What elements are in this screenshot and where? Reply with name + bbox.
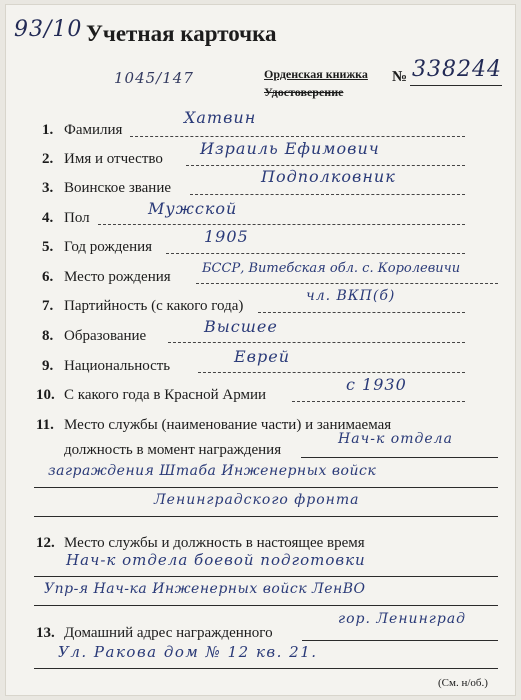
field-value: БССР, Витебская обл. с. Королевичи [202, 261, 461, 276]
field-label: Образование [64, 328, 147, 344]
file-number: 93/10 [14, 17, 83, 42]
field-label: Фамилия [64, 122, 123, 138]
field-label: Национальность [64, 358, 171, 374]
field-value-line2: Ул. Ракова дом № 12 кв. 21. [58, 643, 318, 661]
field-label-line1: Место службы (наименование части) и занимаемая [64, 417, 392, 433]
field-label: Год рождения [64, 239, 153, 255]
field-label: Имя и отчество [64, 151, 163, 167]
field-number: 6. [42, 269, 54, 285]
field-value: Израиль Ефимович [200, 139, 380, 158]
field-number: 7. [42, 298, 54, 314]
field-number: 4. [42, 210, 54, 226]
field-number: 13. [36, 625, 55, 641]
field-value: Хатвин [184, 108, 257, 127]
field-number: 2. [42, 151, 54, 167]
field-value: 1905 [204, 227, 249, 246]
field-number: 10. [36, 387, 55, 403]
field-number: 12. [36, 535, 55, 551]
field-value: Высшее [204, 317, 278, 336]
see-reverse-note: (См. н/об.) [438, 677, 488, 689]
field-label: Пол [64, 210, 90, 226]
field-label: Место службы и должность в настоящее время [64, 535, 365, 551]
field-value: чл. ВКП(б) [306, 288, 396, 304]
field-value: Еврей [234, 347, 291, 366]
field-number: 3. [42, 180, 54, 196]
field-value-line1: Нач-к отдела [338, 431, 453, 447]
field-value-line1: гор. Ленинград [338, 611, 467, 627]
field-value-line2: заграждения Штаба Инженерных войск [48, 463, 377, 479]
certificate-label: Удостоверение [264, 85, 344, 99]
book-number: 338244 [412, 57, 502, 82]
field-value: с 1930 [346, 375, 407, 394]
registry-number: 1045/147 [114, 69, 194, 87]
field-label: Место рождения [64, 269, 171, 285]
field-label: Воинское звание [64, 180, 172, 196]
field-number: 5. [42, 239, 54, 255]
field-value-line3: Ленинградского фронта [154, 492, 360, 508]
number-sign: № [392, 69, 408, 85]
account-card [6, 5, 515, 695]
field-number: 9. [42, 358, 54, 374]
field-label: Партийность (с какого года) [64, 298, 244, 314]
field-value-line1: Нач-к отдела боевой подготовки [66, 551, 366, 569]
field-label-line2: должность в момент награждения [64, 442, 282, 458]
field-value: Подполковник [261, 167, 396, 186]
card-title: Учетная карточка [86, 21, 277, 46]
field-number: 11. [36, 417, 54, 433]
field-number: 8. [42, 328, 54, 344]
field-label: С какого года в Красной Армии [64, 387, 267, 403]
field-value: Мужской [148, 199, 238, 218]
field-label: Домашний адрес награжденного [64, 625, 273, 641]
field-number: 1. [42, 122, 54, 138]
field-value-line2: Упр-я Нач-ка Инженерных войск ЛенВО [44, 581, 366, 597]
book-label: Орденская книжка [264, 67, 368, 81]
